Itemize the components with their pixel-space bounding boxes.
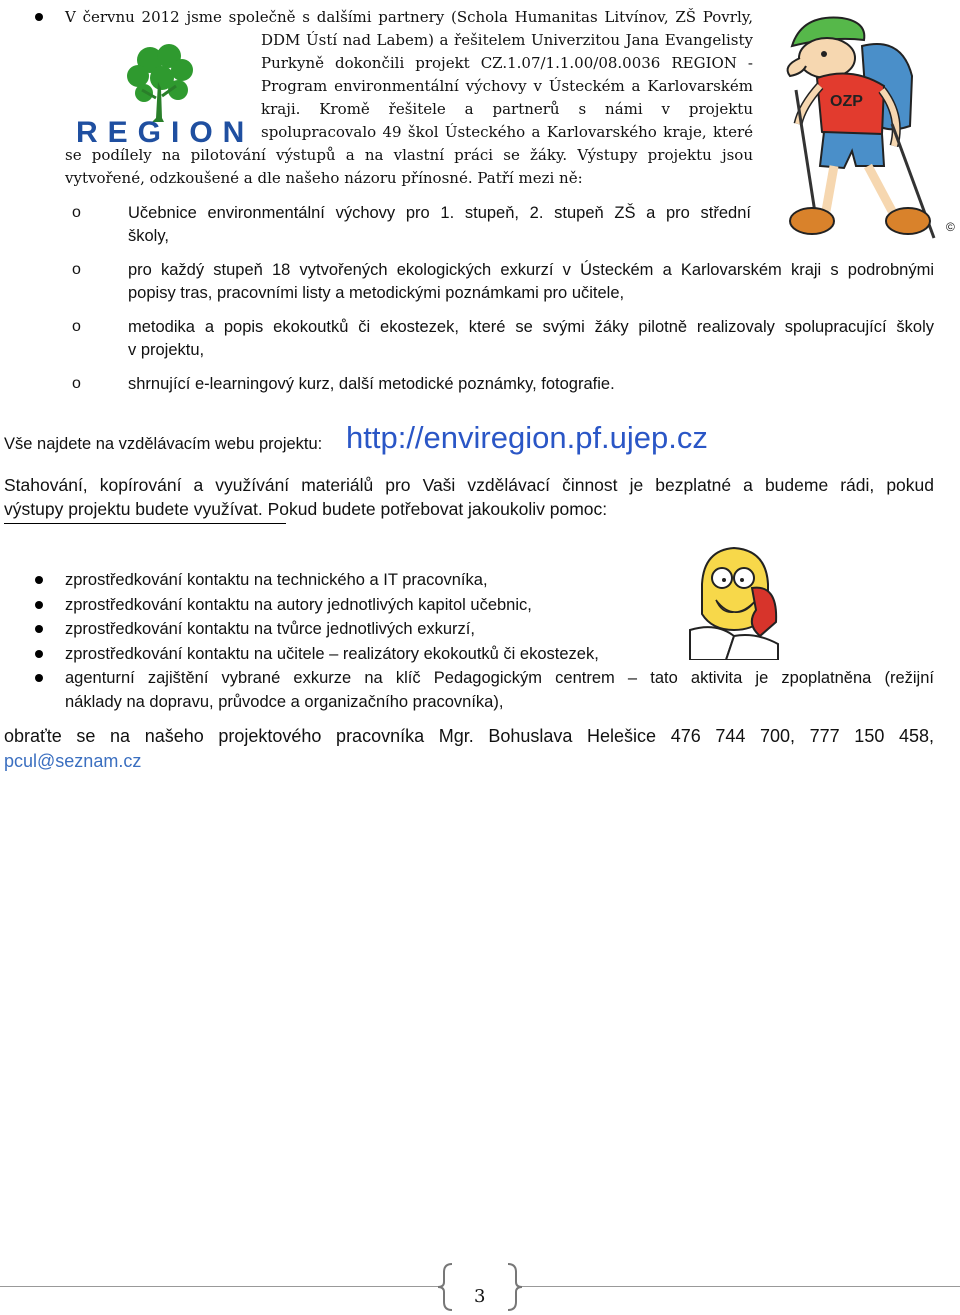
project-url-link[interactable]: http://enviregion.pf.ujep.cz bbox=[346, 420, 708, 455]
help-item-line: zprostředkování kontaktu na tvůrce jednotlivých exkurzí, bbox=[65, 620, 475, 638]
contact-email-link[interactable]: pcul@seznam.cz bbox=[4, 751, 142, 771]
list-marker: o bbox=[72, 204, 81, 221]
copyright-mark: © bbox=[946, 220, 955, 234]
output-item-line: popisy tras, pracovními listy a metodickými poznámkami pro učitele, bbox=[128, 284, 625, 302]
help-item-line: náklady na dopravu, průvodce a organizačního pracovníka), bbox=[65, 693, 504, 711]
phone-cartoon bbox=[686, 544, 782, 660]
list-marker: o bbox=[72, 261, 81, 278]
list-marker: o bbox=[72, 318, 81, 335]
download-line: Stahování, kopírování a využívání materiálů pro Vaši vzdělávací činnost je bezplatné a budeme rádi, pokud bbox=[4, 475, 934, 495]
intro-line: spolupracovalo 49 škol Ústeckého a Karlovarského kraje, které bbox=[261, 123, 753, 141]
cartoon-phone-illustration bbox=[686, 544, 782, 660]
bullet-dot bbox=[35, 601, 43, 609]
intro-line: DDM Ústí nad Labem) a řešitelem Univerzitou Jana Evangelisty bbox=[261, 31, 753, 49]
output-item-line: pro každý stupeň 18 vytvořených ekologických exkurzí v Ústeckém a Karlovarském kraji s podrobnými bbox=[128, 261, 934, 279]
help-item-line: zprostředkování kontaktu na učitele – realizátory ekokoutků či ekostezek, bbox=[65, 645, 599, 663]
ozp-badge: OZP bbox=[830, 93, 863, 110]
region-logo-text: REGION bbox=[76, 116, 255, 149]
help-item-line: zprostředkování kontaktu na technického a IT pracovníka, bbox=[65, 571, 488, 589]
intro-line: V červnu 2012 jsme společně s dalšími partnery (Schola Humanitas Litvínov, ZŠ Povrly, bbox=[65, 8, 753, 26]
bullet-dot bbox=[35, 13, 43, 21]
bullet-dot bbox=[35, 650, 43, 658]
output-item-line: školy, bbox=[128, 227, 169, 245]
left-brace-icon bbox=[436, 1262, 456, 1312]
help-item-line: agenturní zajištění vybrané exkurze na klíč Pedagogickým centrem – tato aktivita je zpoplatněna (režijní bbox=[65, 669, 934, 687]
contact-line: obraťte se na našeho projektového pracovníka Mgr. Bohuslava Helešice 476 744 700, 777 150 458, bbox=[4, 726, 934, 746]
output-item-line: Učebnice environmentální výchovy pro 1. stupeň, 2. stupeň ZŠ a pro střední bbox=[128, 204, 751, 222]
region-logo bbox=[72, 38, 255, 149]
intro-line: Program environmentální výchovy v Ústeckém a Karlovarském bbox=[261, 77, 753, 95]
divider-line bbox=[4, 523, 286, 524]
output-item-line: metodika a popis ekokoutků či ekostezek, které se svými žáky pilotně realizovaly spolupracující školy bbox=[128, 318, 934, 336]
intro-line: se podílely na pilotování výstupů a na vlastní práci se žáky. Výstupy projektu jsou bbox=[65, 146, 753, 164]
bullet-dot bbox=[35, 674, 43, 682]
footer-rule-left bbox=[0, 1286, 440, 1287]
intro-line: Purkyně dokončili projekt CZ.1.07/1.1.00/08.0036 REGION - bbox=[261, 54, 753, 72]
bullet-dot bbox=[35, 576, 43, 584]
intro-line: kraji. Kromě řešitele a partnerů s námi v projektu bbox=[261, 100, 753, 118]
footer-rule-right bbox=[520, 1286, 960, 1287]
output-item-line: v projektu, bbox=[128, 341, 205, 359]
right-brace-icon bbox=[504, 1262, 524, 1312]
hiker-illustration bbox=[772, 6, 960, 250]
hiker-mascot bbox=[772, 6, 960, 250]
output-item-line: shrnující e-learningový kurz, další metodické poznámky, fotografie. bbox=[128, 375, 615, 393]
help-item-line: zprostředkování kontaktu na autory jednotlivých kapitol učebnic, bbox=[65, 596, 532, 614]
list-marker: o bbox=[72, 375, 81, 392]
intro-line: vytvořené, odzkoušené a dle našeho názoru přínosné. Patří mezi ně: bbox=[65, 169, 583, 187]
page-number: 3 bbox=[474, 1286, 486, 1307]
bullet-dot bbox=[35, 625, 43, 633]
web-label: Vše najdete na vzdělávacím webu projektu: bbox=[4, 435, 323, 453]
download-line: výstupy projektu budete využívat. Pokud budete potřebovat jakoukoliv pomoc: bbox=[4, 499, 608, 519]
